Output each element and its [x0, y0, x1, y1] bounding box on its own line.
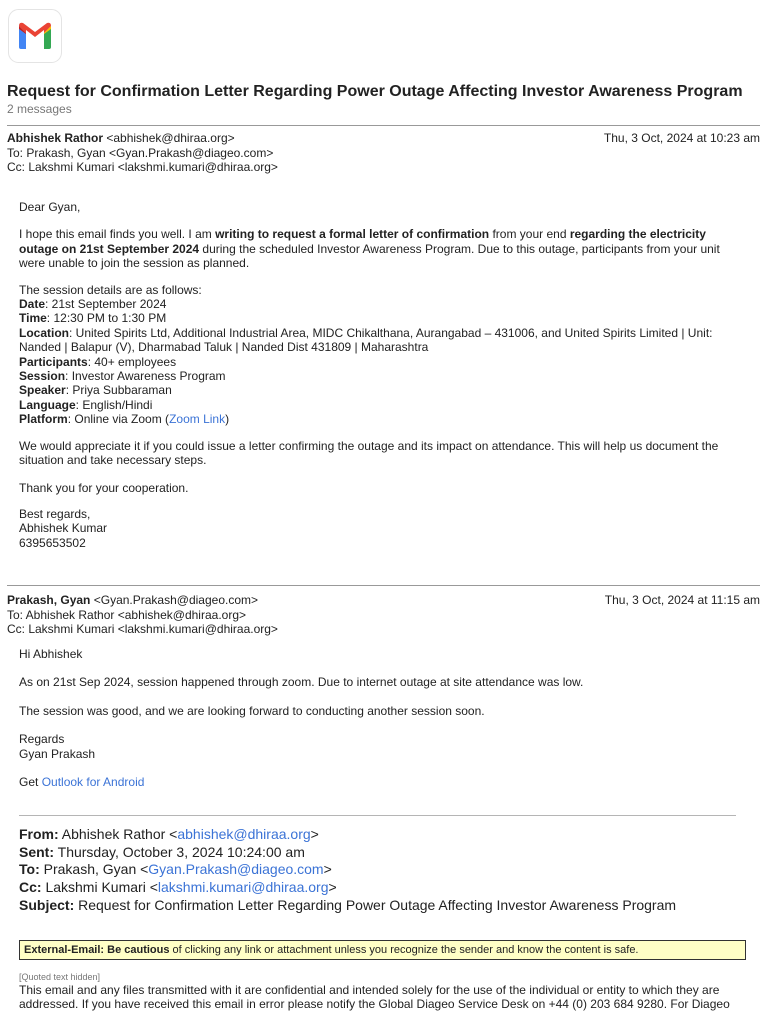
signoff: Best regards,	[19, 506, 91, 521]
external-email-warning: External-Email: Be cautious of clicking any link or attachment unless you recognize the sender and know the content is safe.	[19, 940, 746, 960]
signature-name: Abhishek Kumar	[19, 521, 108, 536]
signoff: Regards	[19, 732, 65, 747]
fwd-sent: Sent: Thursday, October 3, 2024 10:24:00 am	[19, 843, 305, 860]
gmail-logo-icon[interactable]	[8, 9, 62, 63]
outlook-link[interactable]: Outlook for Android	[41, 775, 145, 790]
sender-name: Prakash, Gyan	[7, 593, 91, 607]
signature-name: Gyan Prakash	[19, 746, 96, 761]
detail-participants: Participants: 40+ employees	[19, 354, 177, 369]
message-header	[7, 131, 760, 175]
paragraph	[19, 227, 740, 270]
fwd-cc: Cc: Lakshmi Kumari <lakshmi.kumari@dhiraa.org>	[19, 879, 337, 896]
paragraph: We would appreciate it if you could issue a letter confirming the outage and its impact on attendance. This will help us document the situation and take necessary steps.	[19, 438, 719, 468]
cc-line: Cc: Lakshmi Kumari <lakshmi.kumari@dhiraa.org>	[7, 622, 278, 636]
paragraph: As on 21st Sep 2024, session happened through zoom. Due to internet outage at site attendance was low.	[19, 675, 584, 690]
fwd-to: To: Prakash, Gyan <Gyan.Prakash@diageo.com>	[19, 861, 332, 878]
detail-session: Session: Investor Awareness Program	[19, 369, 226, 384]
details-intro: The session details are as follows:	[19, 282, 202, 297]
message-count: 2 messages	[7, 102, 72, 116]
detail-language: Language: English/Hindi	[19, 397, 153, 412]
detail-speaker: Speaker: Priya Subbaraman	[19, 383, 172, 398]
fwd-cc-email-link[interactable]: lakshmi.kumari@dhiraa.org	[157, 879, 329, 896]
forward-divider	[19, 815, 736, 816]
message-body	[19, 200, 740, 550]
message-date: Thu, 3 Oct, 2024 at 11:15 am	[604, 593, 760, 607]
paragraph: Thank you for your cooperation.	[19, 480, 189, 495]
sender-email: <Gyan.Prakash@diageo.com>	[93, 593, 259, 607]
message-body	[19, 647, 740, 789]
greeting: Dear Gyan,	[19, 200, 81, 214]
to-line: To: Abhishek Rathor <abhishek@dhiraa.org>	[7, 607, 246, 622]
to-line: To: Prakash, Gyan <Gyan.Prakash@diageo.com>	[7, 145, 274, 160]
divider	[7, 125, 760, 126]
cc-line: Cc: Lakshmi Kumari <lakshmi.kumari@dhiraa.org>	[7, 160, 278, 174]
divider	[7, 585, 760, 586]
quoted-text-toggle[interactable]: [Quoted text hidden]	[19, 972, 101, 982]
text: I hope this email finds you well. I am	[19, 227, 216, 242]
thread-title: Request for Confirmation Letter Regarding Power Outage Affecting Investor Awareness Program	[7, 83, 743, 100]
detail-time: Time: 12:30 PM to 1:30 PM	[19, 311, 167, 326]
paragraph: The session was good, and we are looking forward to conducting another session soon.	[19, 703, 485, 718]
bold-text: writing to request a formal letter of confirmation	[215, 227, 490, 242]
confidentiality-footer: This email and any files transmitted with it are confidential and intended solely for the use of the individual or entity to which they are addressed. If you have received this email in error please notify the Global Diageo Service Desk on +44 (0) 203 684 9280. For Diageo	[19, 983, 730, 1012]
detail-location: Location: United Spirits Ltd, Additional Industrial Area, MIDC Chikalthana, Aurangabad – 431006, and United Spirits Limited | Unit: Nanded | Balapur (V), Dharmabad Taluk | Nanded Dist 431809 | Maharashtra	[19, 325, 713, 355]
signature-phone: 6395653502	[19, 535, 86, 550]
fwd-to-email-link[interactable]: Gyan.Prakash@diageo.com	[148, 861, 324, 878]
message-date: Thu, 3 Oct, 2024 at 10:23 am	[603, 131, 760, 145]
text: from your end	[489, 227, 570, 242]
forwarded-header	[19, 826, 676, 915]
fwd-from: From: Abhishek Rathor <abhishek@dhiraa.org>	[19, 826, 319, 842]
outlook-promo: Get Outlook for Android	[19, 775, 145, 790]
detail-platform: Platform: Online via Zoom (Zoom Link)	[19, 412, 230, 427]
bold-text: regarding the electricity outage on 21st September 2024	[19, 227, 706, 256]
detail-date: Date: 21st September 2024	[19, 297, 167, 312]
zoom-link[interactable]: Zoom Link	[169, 412, 226, 427]
sender-email: <abhishek@dhiraa.org>	[106, 131, 235, 145]
sender-name: Abhishek Rathor	[7, 131, 104, 145]
message-header	[7, 593, 760, 637]
text: during the scheduled Investor Awareness Program. Due to this outage, participants from your unit were unable to join the session as planned.	[19, 241, 720, 271]
greeting: Hi Abhishek	[19, 647, 83, 661]
fwd-subject: Subject: Request for Confirmation Letter Regarding Power Outage Affecting Investor Awareness Program	[19, 896, 677, 913]
fwd-from-email-link[interactable]: abhishek@dhiraa.org	[177, 826, 311, 842]
